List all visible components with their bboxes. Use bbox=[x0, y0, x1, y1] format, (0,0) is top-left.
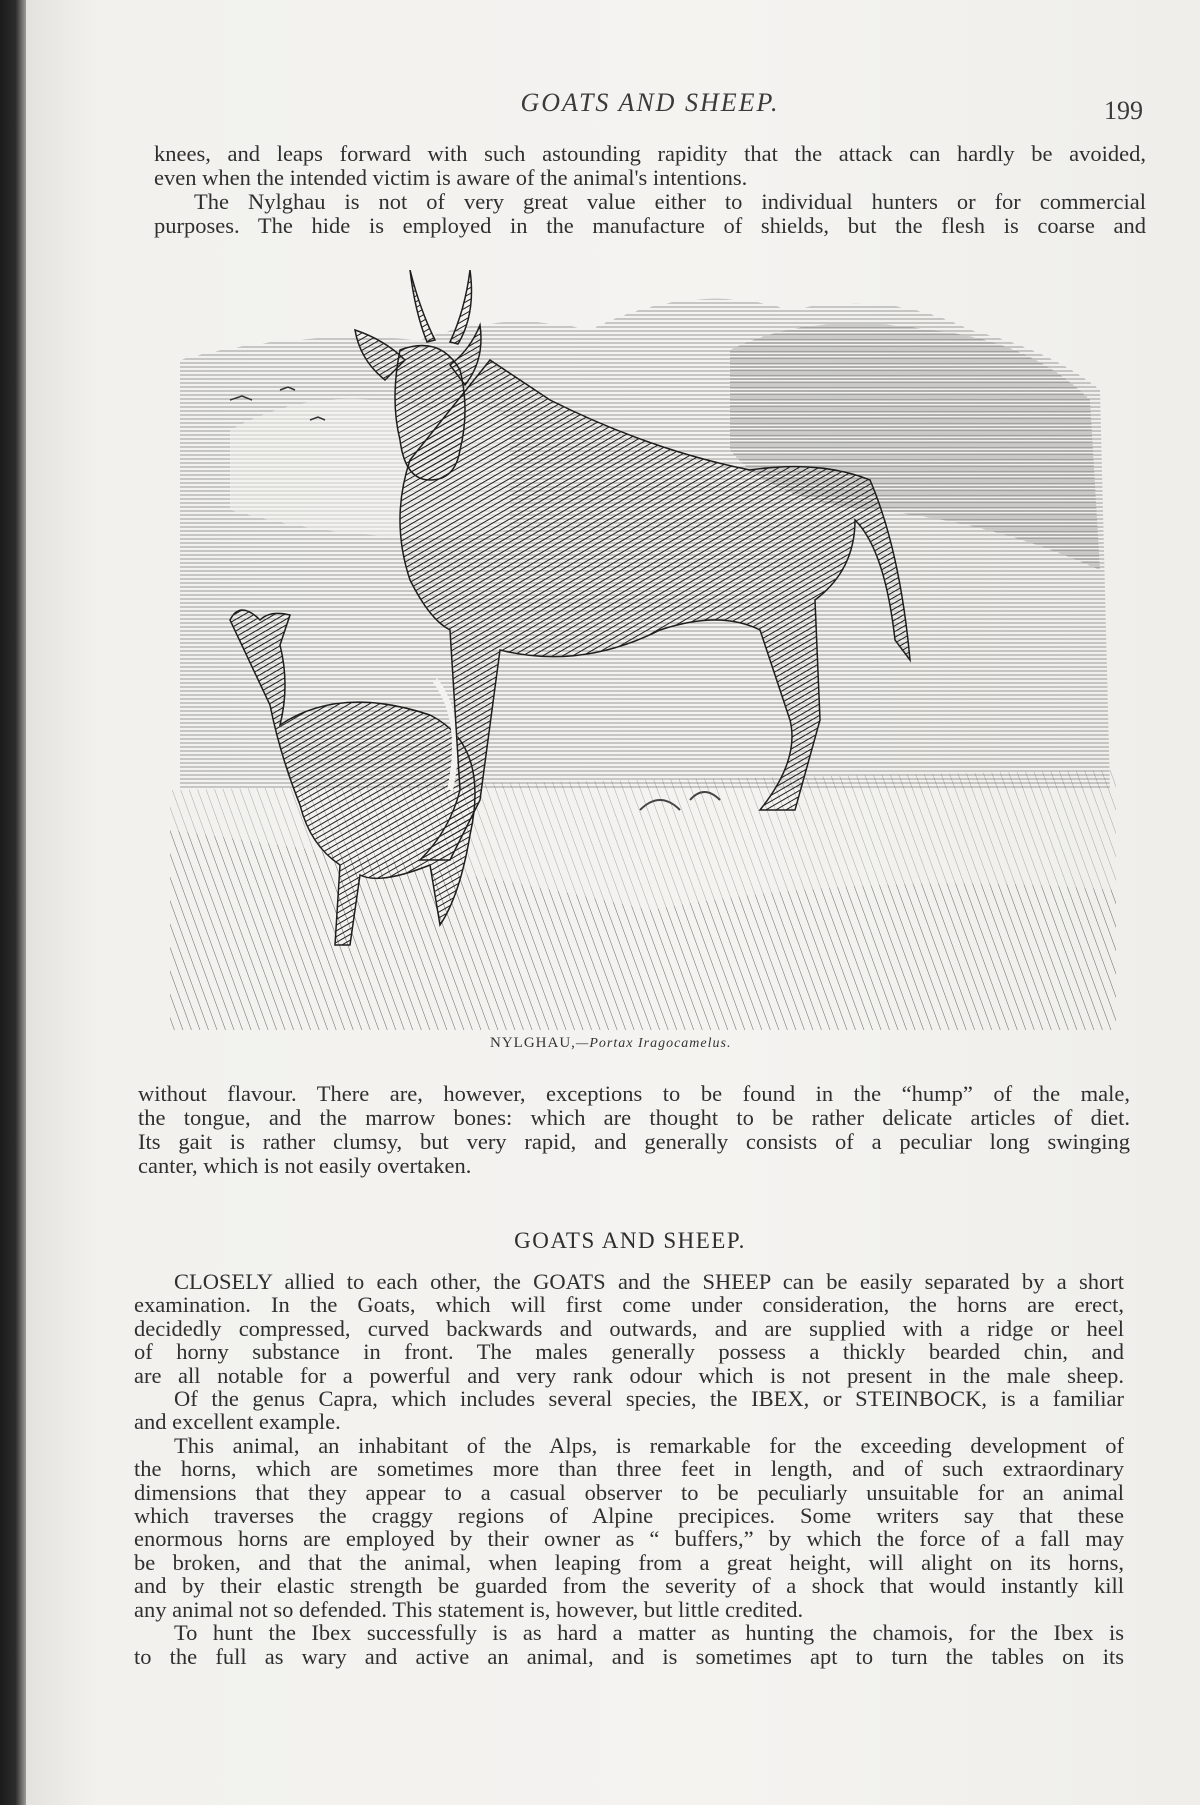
page-number: 199 bbox=[1104, 96, 1143, 125]
running-head: GOATS AND SHEEP. bbox=[520, 88, 780, 117]
body-text bbox=[134, 1270, 1124, 1668]
binding-shadow bbox=[0, 0, 26, 1805]
text-line: canter, which is not easily overtaken. bbox=[138, 1153, 472, 1178]
text-line: without flavour. There are, however, exceptions to be found in the “hump” of the male, bbox=[138, 1081, 1130, 1106]
text-line: To hunt the Ibex successfully is as hard a matter as hunting the chamois, for the Ibex is bbox=[174, 1620, 1124, 1646]
top-paragraph bbox=[154, 142, 1146, 238]
text-line: The Nylghau is not of very great value either to individual hunters or for commercial bbox=[194, 189, 1146, 214]
text-line: be broken, and that the animal, when leaping from a great height, will alight on its horns, bbox=[134, 1549, 1124, 1575]
text-line: the horns, which are sometimes more than three feet in length, and of such extraordinary bbox=[134, 1456, 1124, 1482]
text-line: decidedly compressed, curved backwards and outwards, and are supplied with a ridge or heel bbox=[134, 1315, 1124, 1341]
text-line: and excellent example. bbox=[134, 1409, 341, 1435]
text-line: knees, and leaps forward with such astounding rapidity that the attack can hardly be avoided, bbox=[154, 141, 1146, 166]
text-line: even when the intended victim is aware of the animal's intentions. bbox=[154, 165, 748, 190]
text-line: the tongue, and the marrow bones: which are thought to be rather delicate articles of diet. bbox=[138, 1105, 1130, 1130]
text-line: This animal, an inhabitant of the Alps, is remarkable for the exceeding development of bbox=[174, 1432, 1124, 1458]
text-line: examination. In the Goats, which will first come under consideration, the horns are erect, bbox=[134, 1292, 1124, 1318]
middle-paragraph bbox=[138, 1082, 1130, 1178]
text-line: and by their elastic strength be guarded from the severity of a shock that would instantly kill bbox=[134, 1573, 1124, 1599]
text-line: dimensions that they appear to a casual observer to be peculiarly unsuitable for an animal bbox=[134, 1479, 1124, 1505]
section-heading: GOATS AND SHEEP. bbox=[514, 1228, 746, 1253]
text-line: are all notable for a powerful and very rank odour which is not present in the male sheep. bbox=[134, 1362, 1124, 1388]
text-line: CLOSELY allied to each other, the GOATS and the SHEEP can be easily separated by a short bbox=[174, 1269, 1124, 1294]
caption-latin: —Portax Iragocamelus. bbox=[575, 1036, 732, 1051]
text-line: which traverses the craggy regions of Alpine precipices. Some writers say that these bbox=[134, 1503, 1124, 1529]
text-line: of horny substance in front. The males generally possess a thickly bearded chin, and bbox=[134, 1339, 1124, 1365]
figure-caption bbox=[490, 1035, 810, 1052]
caption-name: NYLGHAU, bbox=[490, 1035, 576, 1051]
text-line: Its gait is rather clumsy, but very rapid, and generally consists of a peculiar long swinging bbox=[138, 1129, 1130, 1154]
text-line: any animal not so defended. This statement is, however, but little credited. bbox=[134, 1596, 804, 1622]
text-line: enormous horns are employed by their owner as “ buffers,” by which the force of a fall may bbox=[134, 1526, 1124, 1552]
text-line: Of the genus Capra, which includes several species, the IBEX, or STEINBOCK, is a familiar bbox=[174, 1386, 1124, 1412]
text-line: purposes. The hide is employed in the manufacture of shields, but the flesh is coarse and bbox=[154, 213, 1146, 238]
nylghau-engraving bbox=[170, 270, 1116, 1030]
text-line: to the full as wary and active an animal, and is sometimes apt to turn the tables on its bbox=[134, 1643, 1124, 1669]
